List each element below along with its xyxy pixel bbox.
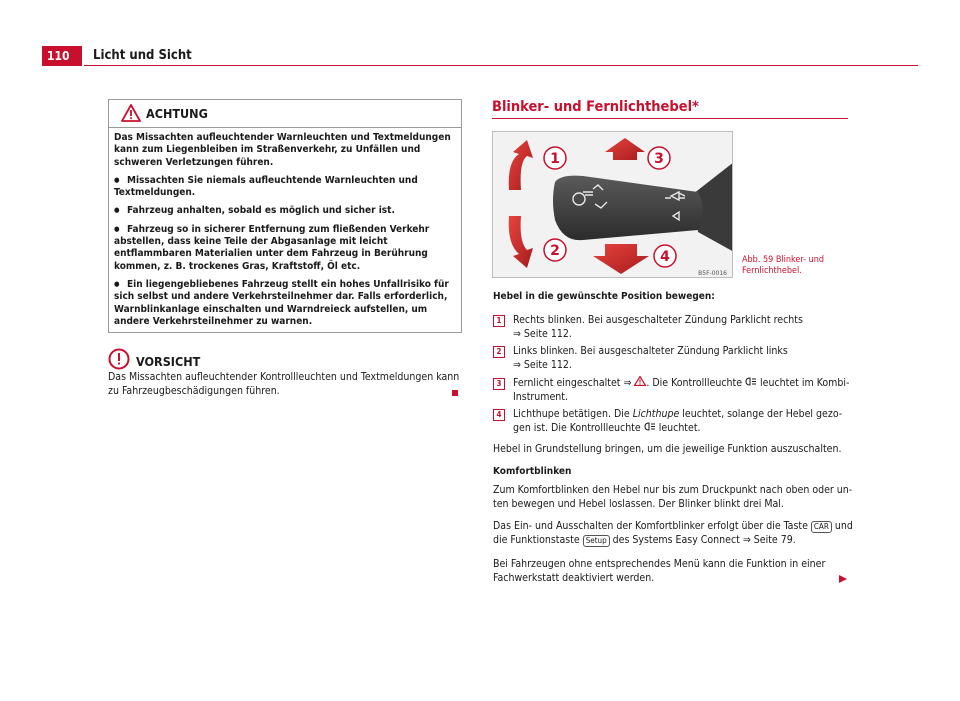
continue-arrow-icon <box>838 569 848 588</box>
warning-intro: Das Missachten aufleuchtender Warnleuchten und Textmeldungen kann zum Liegenbleiben im Straßenverkehr, zu Unfällen und schweren Verletzungen führen. <box>114 132 451 168</box>
item-text: Lichthupe betätigen. Die <box>513 408 633 420</box>
list-item <box>513 313 803 341</box>
figure-caption-line2: Fernlichthebel. <box>742 266 802 276</box>
caution-title: VORSICHT <box>136 354 201 369</box>
callout-3: 3 <box>654 151 664 167</box>
high-beam-icon <box>745 377 757 386</box>
paragraph-switch <box>493 519 853 547</box>
item-number: 2 <box>493 346 505 358</box>
item-text: leuchtet im Kombi- <box>757 377 850 389</box>
section-title: Blinker- und Fernlichthebel* <box>492 99 699 115</box>
paragraph-text: des Systems Easy Connect ⇒ Seite 79. <box>609 534 796 546</box>
item-text-italic: Lichthupe <box>632 408 680 420</box>
lever-figure <box>492 131 733 278</box>
item-text: gen ist. Die Kontrollleuchte <box>513 422 644 434</box>
item-text: . Die Kontrollleuchte <box>646 377 746 389</box>
list-item <box>513 344 788 372</box>
item-text-line: ⇒ Seite 112. <box>513 328 572 340</box>
list-item <box>513 376 849 404</box>
paragraph-text: und <box>831 520 853 532</box>
paragraph-comfort <box>493 483 852 511</box>
item-text: leuchtet. <box>655 422 701 434</box>
paragraph-line: Zum Komfortblinken den Hebel nur bis zum Druckpunkt nach oben oder un- <box>493 484 853 496</box>
paragraph-line: Bei Fahrzeugen ohne entsprechendes Menü kann die Funktion in einer <box>493 558 826 570</box>
figure-caption <box>742 255 824 277</box>
paragraph-text: die Funktionstaste <box>493 534 583 546</box>
list-item <box>513 407 842 435</box>
figure-code: B5F-0016 <box>698 270 727 277</box>
header-title: Licht und Sicht <box>93 48 192 63</box>
callout-4: 4 <box>660 249 670 265</box>
section-rule <box>492 118 848 119</box>
warning-bullet: ● Fahrzeug anhalten, sobald es möglich und sicher ist. <box>114 204 456 217</box>
item-text: Fernlicht eingeschaltet ⇒ <box>513 377 635 389</box>
paragraph-line: Fachwerkstatt deaktiviert werden. <box>493 572 655 584</box>
paragraph-line: ten bewegen und Hebel loslassen. Der Blinker blinkt drei Mal. <box>493 498 784 510</box>
figure-caption-line1: Abb. 59 Blinker- und <box>742 255 825 265</box>
warning-box <box>108 99 462 333</box>
subheading-comfort: Komfortblinken <box>493 466 572 477</box>
paragraph-text: Das Ein- und Ausschalten der Komfortblinker erfolgt über die Taste <box>493 520 811 532</box>
item-text-line: Links blinken. Bei ausgeschalteter Zündung Parklicht links <box>513 345 788 357</box>
callout-1: 1 <box>550 151 560 167</box>
header-rule <box>84 65 918 66</box>
paragraph-basic: Hebel in Grundstellung bringen, um die jeweilige Funktion auszuschalten. <box>493 443 842 455</box>
high-beam-icon <box>644 422 656 431</box>
item-number: 4 <box>493 409 505 421</box>
warning-title: ACHTUNG <box>146 106 208 121</box>
warning-bullet: ● Ein liegengebliebenes Fahrzeug stellt ein hohes Unfallrisiko für sich selbst und andere Verkehrsteilnehmer dar. Falls erforderlich, Warnblinkanlage einschalten und Warndreieck aufstellen, um andere Verkehrsteilnehmer zu warnen. <box>114 278 456 328</box>
item-text-line: Instrument. <box>513 391 568 403</box>
warning-header <box>109 100 461 128</box>
item-text-line: Rechts blinken. Bei ausgeschalteter Zündung Parklicht rechts <box>513 314 803 326</box>
warning-triangle-icon <box>634 376 646 386</box>
item-text: leuchtet, solange der Hebel gezo- <box>679 408 843 420</box>
item-number: 3 <box>493 378 505 390</box>
lead-text: Hebel in die gewünschte Position bewegen: <box>493 291 715 302</box>
setup-key: Setup <box>583 535 610 547</box>
item-text-line: ⇒ Seite 112. <box>513 359 572 371</box>
warning-body <box>109 128 461 328</box>
caution-text: Das Missachten aufleuchtender Kontrollleuchten und Textmeldungen kann zu Fahrzeugbeschädigungen führen. <box>108 371 460 397</box>
page-number: 110 <box>42 46 82 66</box>
end-mark <box>452 390 458 396</box>
lever-illustration <box>493 132 733 278</box>
item-number: 1 <box>493 315 505 327</box>
warning-triangle-icon <box>121 104 141 122</box>
warning-bullet: ● Fahrzeug so in sicherer Entfernung zum fließenden Verkehr abstellen, dass keine Teile der Abgasanlage mit leicht entflammbaren Materialien unter dem Fahrzeug in Berührung kommen, z. B. trockenes Gras, Kraftstoff, Öl etc. <box>114 223 456 273</box>
car-key: CAR <box>811 521 832 533</box>
warning-bullet: ● Missachten Sie niemals aufleuchtende Warnleuchten und Textmeldungen. <box>114 174 456 200</box>
paragraph-workshop <box>493 557 825 585</box>
callout-2: 2 <box>550 243 560 259</box>
